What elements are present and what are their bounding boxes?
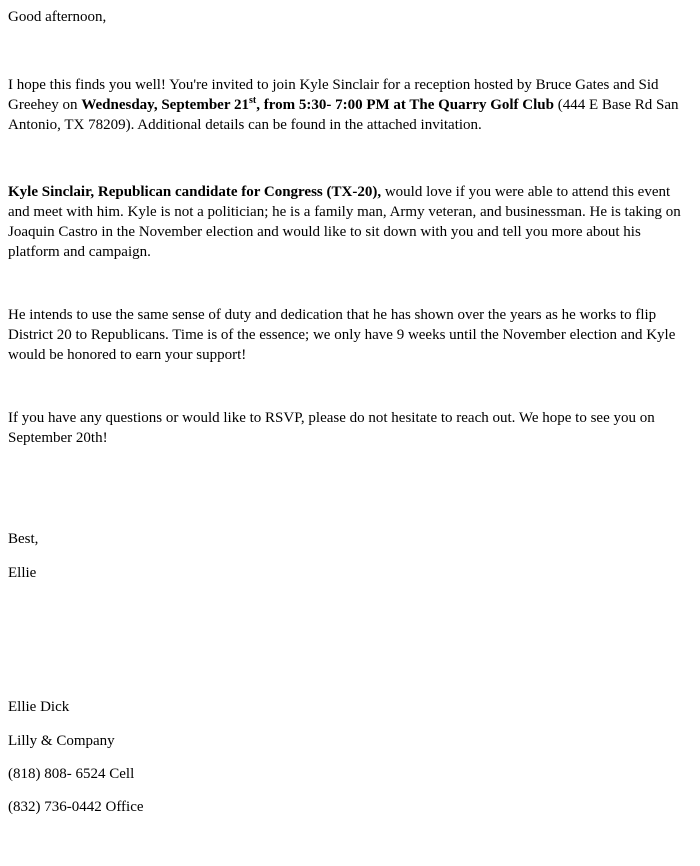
- paragraph-rsvp: If you have any questions or would like to RSVP, please do not hesitate to reach out. We hope to see you on September 20th!: [8, 410, 655, 446]
- event-date-suffix: st: [248, 95, 257, 106]
- signature-company: Lilly & Company: [8, 733, 115, 749]
- closing: Best,: [8, 531, 39, 547]
- sender-short-name: Ellie: [8, 565, 37, 581]
- event-address: (444 E Base Rd San Antonio, TX 78209). Additional details can be found in the attached invitation.: [8, 97, 679, 133]
- greeting: Good afternoon,: [8, 9, 107, 25]
- paragraph-invitation: [8, 75, 692, 135]
- paragraph-mission: He intends to use the same sense of duty and dedication that he has shown over the years as he works to flip District 20 to Republicans. Time is of the essence; we only have 9 weeks until the November election and Kyle would be honored to earn your support!: [8, 307, 676, 363]
- paragraph-candidate: [8, 182, 692, 262]
- event-time-venue: , from 5:30- 7:00 PM at The Quarry Golf Club: [256, 97, 554, 113]
- candidate-description: would love if you were able to attend this event and meet with him. Kyle is not a politician; he is a family man, Army veteran, and businessman. He is taking on Joaquin Castro in the November election and would like to sit down with you and tell you more about his platform and campaign.: [8, 184, 681, 260]
- candidate-name: Kyle Sinclair, Republican candidate for Congress (TX-20),: [8, 184, 382, 200]
- event-date: Wednesday, September 21: [81, 97, 249, 113]
- invitation-intro: I hope this finds you well! You're invited to join Kyle Sinclair for a reception hosted by Bruce Gates and Sid Greehey on: [8, 77, 659, 113]
- signature-name: Ellie Dick: [8, 699, 70, 715]
- signature-office-phone: (832) 736-0442 Office: [8, 799, 144, 815]
- signature-cell-phone: (818) 808- 6524 Cell: [8, 766, 135, 782]
